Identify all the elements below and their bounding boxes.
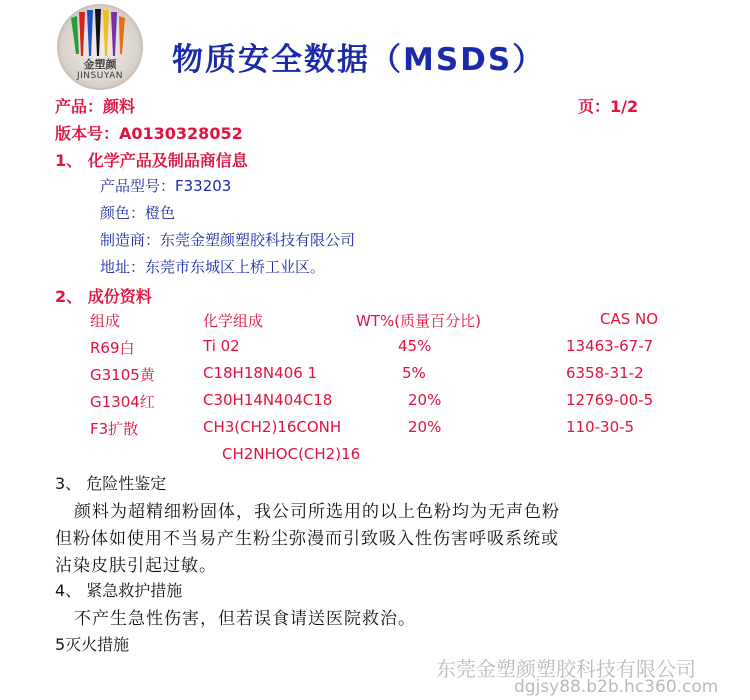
table-cell: Ti 02 [203, 337, 240, 355]
manufacturer: 制造商：东莞金塑颜塑胶科技有限公司 [100, 231, 356, 249]
table-cell: 5% [402, 364, 426, 382]
table-cell: C30H14N404C18 [203, 391, 333, 409]
section-1-heading: 1、 化学产品及制品商信息 [55, 151, 248, 170]
table-cell: R69白 [90, 339, 135, 357]
table-cell: C18H18N406 1 [203, 364, 318, 382]
logo-name-en: JINSUYAN [76, 71, 124, 81]
table-cell: 12769-00-5 [566, 391, 654, 409]
hazard-line: 颜料为超精细粉固体，我公司所选用的以上色粉均为无声色粉 [74, 502, 560, 522]
watermark-company: 东莞金塑颜塑胶科技有限公司 [436, 657, 696, 681]
table-cell: 110-30-5 [566, 418, 635, 436]
address: 地址：东莞市东城区上桥工业区。 [100, 258, 326, 276]
table-header-composition: 组成 [90, 312, 121, 330]
table-cell: 20% [408, 418, 442, 436]
table-cell: CH3(CH2)16CONH [203, 418, 342, 436]
table-cell: G3105黄 [90, 366, 155, 384]
watermark-url: dgjsy88.b2b.hc360.com [514, 677, 719, 697]
first-aid-line: 不产生急性伤害，但若误食请送医院救治。 [74, 609, 416, 629]
hazard-line: 但粉体如使用不当易产生粉尘弥漫而引致吸入性伤害呼吸系统或 [55, 529, 559, 549]
section-4-heading: 4、 紧急救护措施 [55, 581, 183, 600]
table-header-weight: WT%(质量百分比) [356, 312, 481, 330]
table-cell: F3扩散 [90, 420, 139, 438]
table-cell-continuation: CH2NHOC(CH2)16 [222, 445, 361, 463]
company-logo [57, 4, 143, 90]
version-number: 版本号：A0130328052 [55, 124, 243, 143]
section-2-heading: 2、 成份资料 [55, 287, 152, 306]
table-header-cas: CAS NO [600, 310, 659, 328]
logo-name-cn: 金塑颜 [83, 58, 117, 71]
section-3-heading: 3、 危险性鉴定 [55, 474, 167, 493]
product-label: 产品：颜料 [55, 97, 136, 116]
section-5-heading: 5灭火措施 [55, 635, 130, 654]
table-cell: 6358-31-2 [566, 364, 644, 382]
table-header-chemical: 化学组成 [203, 312, 264, 330]
table-cell: 45% [398, 337, 432, 355]
page-number: 页：1/2 [578, 97, 639, 116]
product-color: 颜色：橙色 [100, 204, 176, 222]
table-cell: 20% [408, 391, 442, 409]
hazard-line: 沾染皮肤引起过敏。 [55, 556, 217, 576]
table-cell: G1304红 [90, 393, 155, 411]
page-title: 物质安全数据（MSDS） [172, 42, 546, 78]
table-cell: 13463-67-7 [566, 337, 654, 355]
product-model: 产品型号：F33203 [100, 177, 232, 195]
